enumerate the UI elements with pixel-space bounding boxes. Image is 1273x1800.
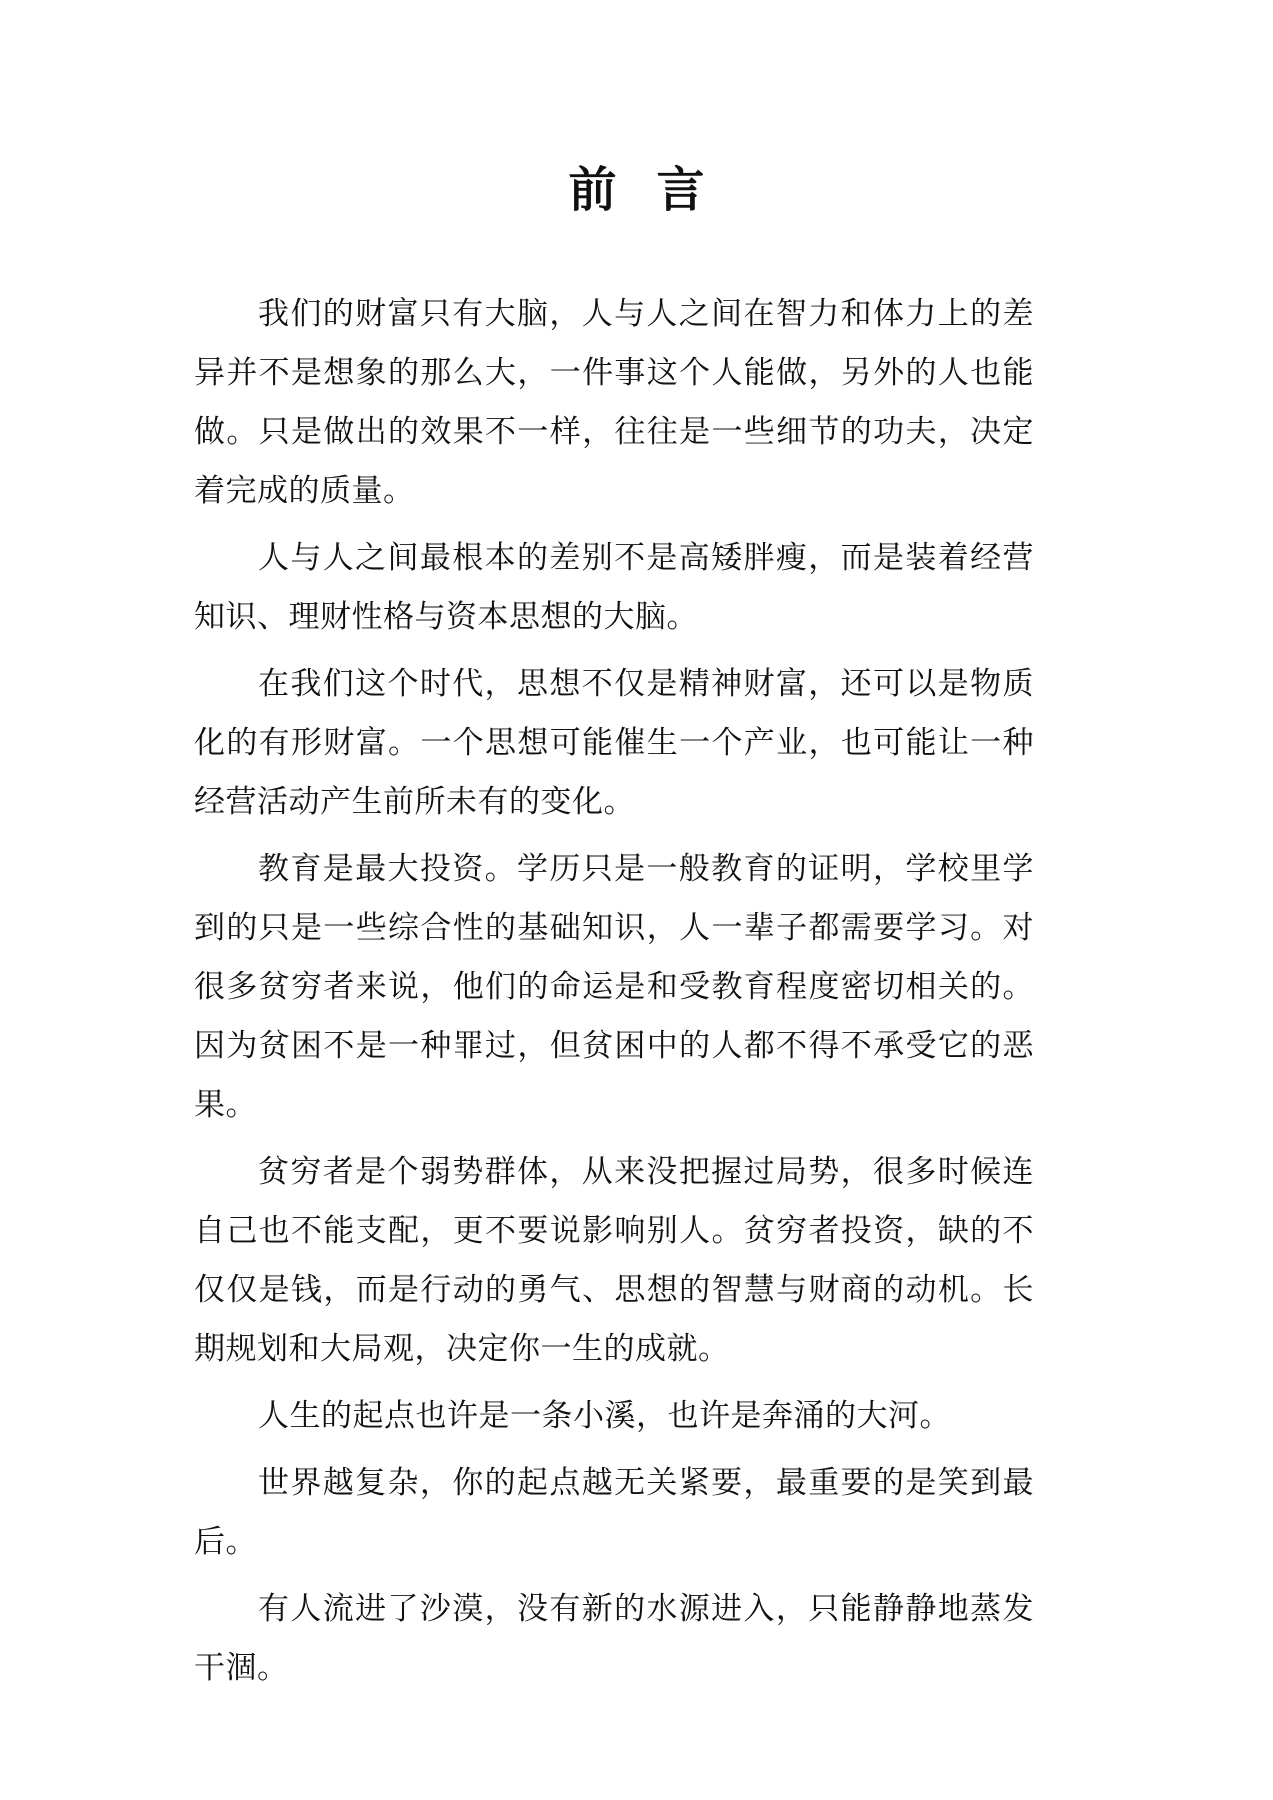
paragraph: 人与人之间最根本的差别不是高矮胖瘦，而是装着经营知识、理财性格与资本思想的大脑。 — [194, 540, 1034, 635]
paragraph: 我们的财富只有大脑，人与人之间在智力和体力上的差异并不是想象的那么大，一件事这个人能做，另外的人也能做。只是做出的效果不一样，往往是一些细节的功夫，决定着完成的质量。 — [194, 296, 1034, 509]
page-title: 前言 — [568, 162, 745, 218]
paragraph: 有人流进了沙漠，没有新的水源进入，只能静静地蒸发干涸。 — [194, 1591, 1034, 1686]
paragraph: 贫穷者是个弱势群体，从来没把握过局势，很多时候连自己也不能支配，更不要说影响别人。贫穷者投资，缺的不仅仅是钱，而是行动的勇气、思想的智慧与财商的动机。长期规划和大局观，决定你一生的成就。 — [194, 1154, 1034, 1367]
body-text — [194, 285, 1034, 1706]
paragraph: 人生的起点也许是一条小溪，也许是奔涌的大河。 — [258, 1398, 951, 1434]
paragraph: 世界越复杂，你的起点越无关紧要，最重要的是笑到最后。 — [194, 1465, 1034, 1560]
paragraph: 在我们这个时代，思想不仅是精神财富，还可以是物质化的有形财富。一个思想可能催生一个产业，也可能让一种经营活动产生前所未有的变化。 — [194, 666, 1034, 820]
paragraph: 教育是最大投资。学历只是一般教育的证明，学校里学到的只是一些综合性的基础知识，人一辈子都需要学习。对很多贫穷者来说，他们的命运是和受教育程度密切相关的。因为贫困不是一种罪过，但贫困中的人都不得不承受它的恶果。 — [194, 851, 1034, 1123]
